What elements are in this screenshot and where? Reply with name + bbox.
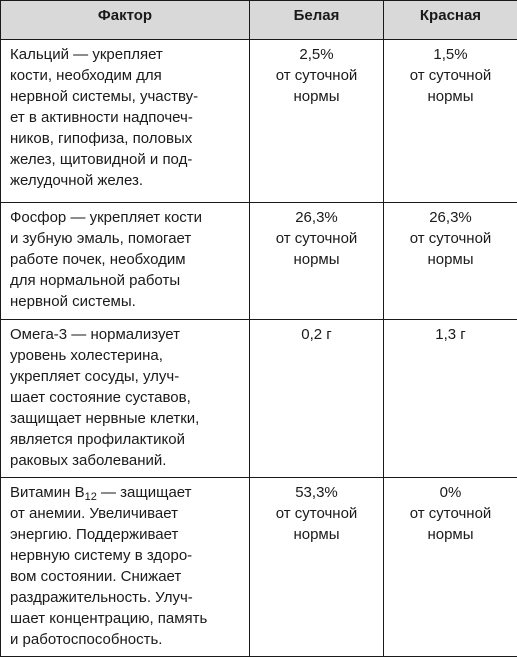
factor-cell-phosphorus: Фосфор — укрепляет кости и зубную эмаль, помогает работе почек, необходим для нормальной работы нервной системы.	[1, 203, 250, 320]
table-row	[1, 478, 517, 657]
red-value-omega3: 1,3 г	[384, 320, 517, 478]
table-header-row	[1, 1, 517, 40]
factor-cell-omega3: Омега-3 — нормализует уровень холестерина, укрепляет сосуды, улуч- шает состояние суставов, защищает нервные клетки, является профилактикой раковых заболеваний.	[1, 320, 250, 478]
red-value-phosphorus: 26,3% от суточной нормы	[384, 203, 517, 320]
table-row	[1, 203, 517, 320]
factor-cell-calcium: Кальций — укрепляет кости, необходим для нервной системы, участву- ет в активности надпочеч- ников, гипофиза, половых желез, щитовидной и под- желудочной желез.	[1, 40, 250, 203]
white-value-vitamin-b12: 53,3% от суточной нормы	[250, 478, 384, 657]
table-row	[1, 40, 517, 203]
factor-first-line: Витамин $B_{12}$ — защищает	[10, 482, 241, 503]
red-value-calcium: 1,5% от суточной нормы	[384, 40, 517, 203]
red-value-vitamin-b12: 0% от суточной нормы	[384, 478, 517, 657]
factor-cell-vitamin-b12: Витамин $B_{12}$ — защищает от анемии. Увеличивает энергию. Поддерживает нервную систему в здоро- вом состоянии. Снижает раздражительность. Улуч- шает концентрацию, память и работоспособность.	[1, 478, 250, 657]
header-red: Красная	[384, 1, 517, 40]
white-value-omega3: 0,2 г	[250, 320, 384, 478]
white-value-calcium: 2,5% от суточной нормы	[250, 40, 384, 203]
table-row	[1, 320, 517, 478]
header-factor: Фактор	[1, 1, 250, 40]
header-white: Белая	[250, 1, 384, 40]
white-value-phosphorus: 26,3% от суточной нормы	[250, 203, 384, 320]
